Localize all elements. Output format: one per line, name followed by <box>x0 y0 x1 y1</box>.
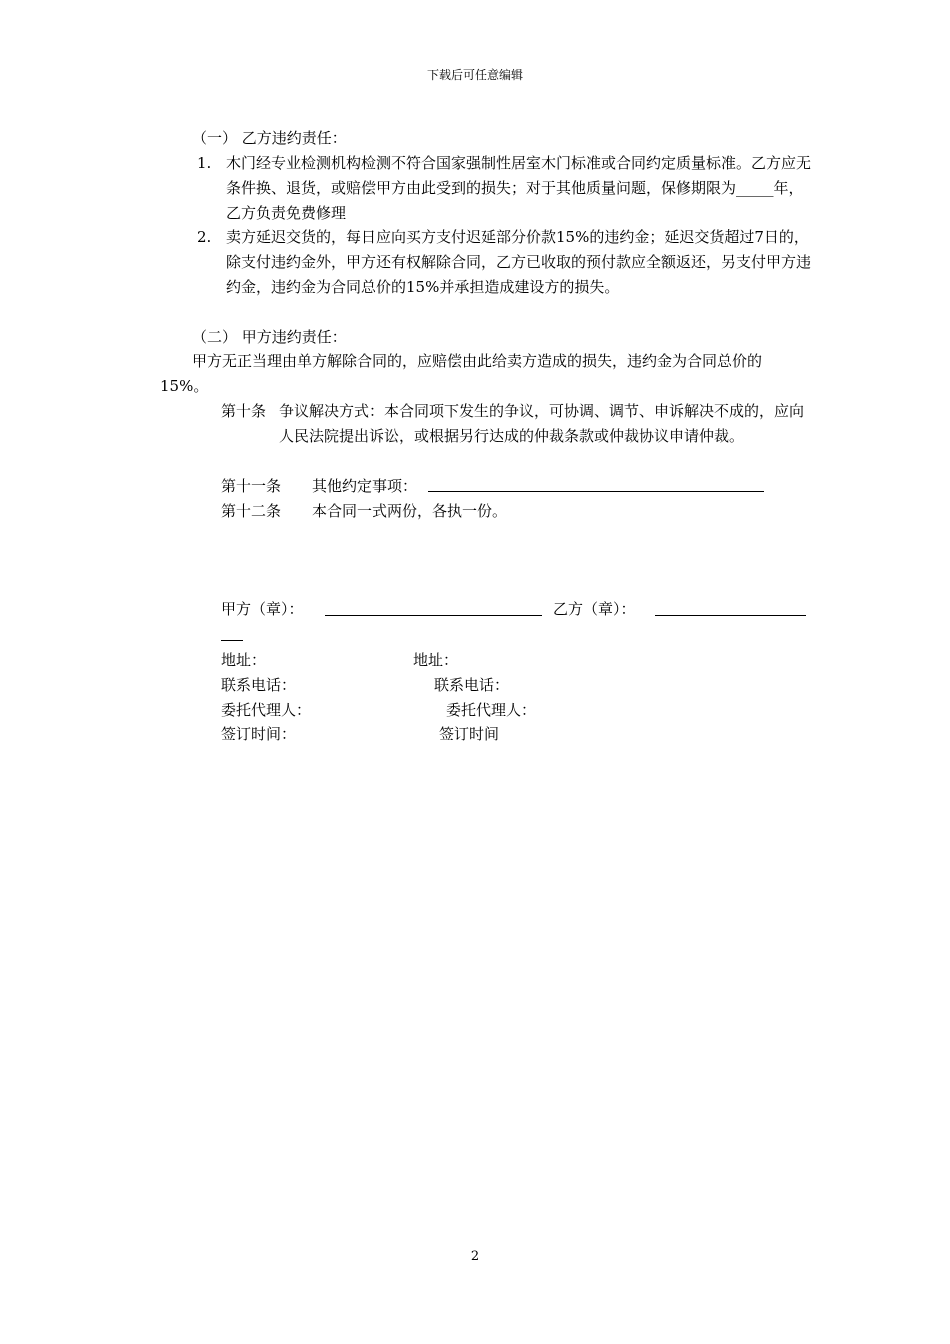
article-10-label: 第十条 <box>221 402 267 420</box>
page-number: 2 <box>470 1249 480 1264</box>
page-header: 下载后可任意编辑 <box>426 68 523 82</box>
article-12-label: 第十二条 <box>221 502 282 520</box>
article-11-blank-line <box>428 491 764 492</box>
article-12-text: 本合同一式两份，各执一份。 <box>312 502 508 520</box>
party-a-address-label: 地址： <box>221 651 267 669</box>
party-a-agent-label: 委托代理人： <box>221 701 312 719</box>
party-a-breach-heading: （二） 甲方违约责任： <box>192 328 347 346</box>
article-11-text: 其他约定事项： <box>312 477 418 495</box>
party-a-phone-label: 联系电话： <box>221 676 297 694</box>
party-b-seal-line <box>655 615 806 616</box>
party-a-seal-label: 甲方（章）： <box>221 600 304 618</box>
article-11-label: 第十一条 <box>221 477 282 495</box>
party-a-seal-line <box>325 615 542 616</box>
party-b-address-label: 地址： <box>413 651 459 669</box>
party-b-seal-line-wrap <box>221 640 243 641</box>
article-10-text: 争议解决方式：本合同项下发生的争议，可协调、调节、申诉解决不成的，应向人民法院提出诉讼，或根据另行达成的仲裁条款或仲裁协议申请仲裁。 <box>279 402 805 445</box>
list-item-number: 1. <box>197 154 212 172</box>
party-b-seal-label: 乙方（章）： <box>553 600 636 618</box>
list-item-number: 2. <box>197 228 212 246</box>
party-b-breach-heading: （一） 乙方违约责任： <box>192 129 347 147</box>
party-b-agent-label: 委托代理人： <box>446 701 537 719</box>
party-a-date-label: 签订时间： <box>221 725 297 743</box>
list-item-text: 木门经专业检测机构检测不符合国家强制性居室木门标准或合同约定质量标准。乙方应无条件换、退货，或赔偿甲方由此受到的损失；对于其他质量问题，保修期限为_____年，乙方负责免费修理 <box>226 154 812 222</box>
list-item-text: 卖方延迟交货的，每日应向买方支付迟延部分价款15%的违约金；延迟交货超过7日的，除支付违约金外，甲方还有权解除合同，乙方已收取的预付款应全额返还，另支付甲方违约金，违约金为合同总价的15%并承担造成建设方的损失。 <box>226 228 812 296</box>
party-b-phone-label: 联系电话： <box>434 676 510 694</box>
party-a-breach-text: 甲方无正当理由单方解除合同的，应赔偿由此给卖方造成的损失，违约金为合同总价的15%。 <box>160 352 763 395</box>
party-b-date-label: 签订时间 <box>439 725 500 743</box>
